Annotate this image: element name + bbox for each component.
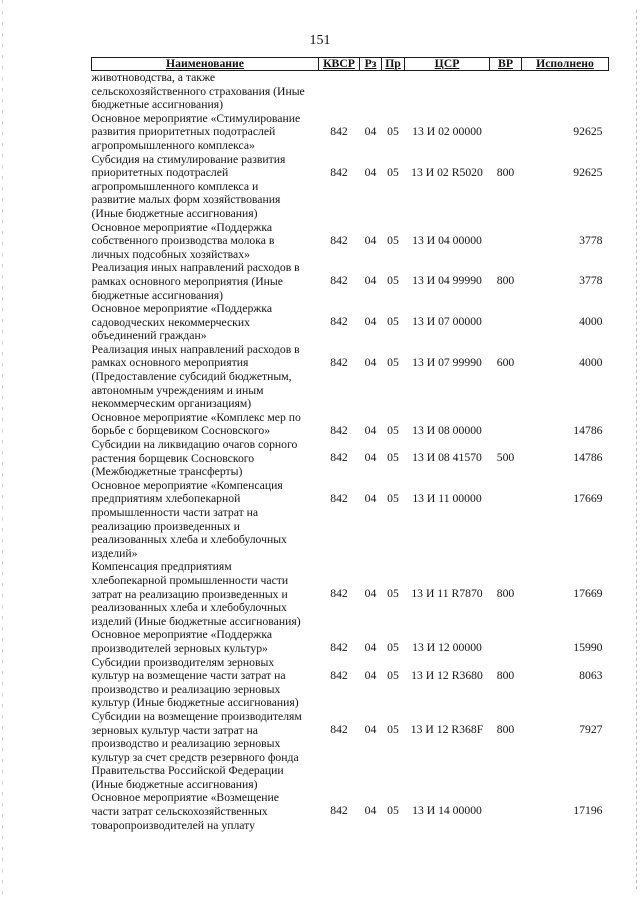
row-name-line: производителей зерновых культур»	[91, 641, 268, 655]
row-vr	[490, 411, 522, 438]
row-name-line: Компенсация предприятиям	[91, 560, 232, 574]
row-name-line: садоводческих некоммерческих	[91, 315, 250, 329]
row-vr	[490, 628, 522, 655]
row-name-line: товаропроизводителей на уплату	[91, 818, 255, 832]
row-name-line: сельскохозяйственного страхования (Иные	[91, 84, 305, 98]
table-row	[92, 343, 609, 411]
header-name: Наименование	[92, 58, 319, 71]
row-pr: 05	[387, 233, 399, 247]
row-pr: 05	[387, 491, 399, 505]
row-kvsr: 842	[330, 491, 348, 505]
row-name-line: изделий (Иные бюджетные ассигнования)	[91, 614, 301, 628]
row-rz: 04	[364, 804, 377, 818]
row-name-line: Субсидии на возмещение производителям	[91, 709, 302, 723]
row-isp: 14786	[573, 451, 603, 465]
row-name-line: культур (Иные бюджетные ассигнования)	[91, 696, 299, 710]
header-vr: ВР	[490, 58, 522, 71]
row-name-line: изделий»	[91, 546, 138, 560]
row-pr: 05	[387, 668, 399, 682]
header-pr: Пр	[382, 58, 405, 71]
table-row	[92, 71, 609, 112]
row-isp: 17196	[573, 804, 603, 818]
row-name	[92, 71, 319, 112]
row-name-line: развития приоритетных подотраслей	[91, 125, 276, 139]
budget-table	[91, 57, 609, 832]
row-name-line: Субсидии на ликвидацию очагов сорного	[91, 438, 298, 452]
row-pr: 05	[387, 274, 399, 288]
row-isp: 4000	[579, 315, 603, 329]
row-rz: 04	[364, 423, 377, 437]
row-isp	[522, 71, 609, 112]
row-name	[92, 560, 319, 628]
row-isp: 4000	[579, 355, 603, 369]
row-vr: 800	[496, 165, 515, 179]
row-csr: 13 И 12 R3680	[411, 668, 483, 682]
row-kvsr: 842	[330, 355, 348, 369]
row-isp: 92625	[573, 165, 603, 179]
header-rz: Рз	[360, 58, 382, 71]
table-row	[92, 438, 609, 479]
table-row	[92, 221, 609, 262]
row-name-line: части затрат сельскохозяйственных	[91, 805, 268, 819]
row-vr	[490, 302, 522, 343]
row-rz: 04	[364, 587, 377, 601]
row-rz: 04	[364, 451, 377, 465]
row-rz: 04	[364, 165, 377, 179]
row-rz	[360, 71, 382, 112]
row-name-line: борьбе с борщевиком Сосновского»	[91, 424, 271, 438]
row-name-line: (Иные бюджетные ассигнования)	[91, 206, 258, 220]
row-kvsr: 842	[330, 274, 348, 288]
row-csr: 13 И 12 R368F	[410, 722, 484, 736]
table-row	[92, 153, 609, 221]
row-name-line: зерновых культур части затрат на	[91, 723, 258, 737]
row-rz: 04	[364, 668, 377, 682]
table-row	[92, 112, 609, 153]
row-kvsr: 842	[330, 233, 348, 247]
row-pr: 05	[387, 641, 399, 655]
row-name-line: производство и реализацию зерновых	[91, 682, 281, 696]
row-rz: 04	[364, 315, 377, 329]
row-name-line: предприятиям хлебопекарной	[91, 492, 241, 506]
row-name-line: Субсидии производителям зерновых	[91, 655, 275, 669]
row-pr: 05	[387, 355, 399, 369]
header-csr: ЦСР	[405, 58, 490, 71]
row-name-line: личных подсобных хозяйствах»	[91, 247, 250, 261]
row-vr: 800	[496, 587, 515, 601]
row-kvsr: 842	[330, 641, 348, 655]
row-name-line: реализованных хлеба и хлебобулочных	[91, 601, 287, 615]
row-isp: 92625	[573, 124, 603, 138]
row-name-line: приоритетных подотраслей	[91, 166, 229, 180]
row-name-line: затрат на реализацию произведенных и	[91, 587, 288, 601]
row-name-line: Правительства Российской Федерации	[91, 764, 284, 778]
table-row	[92, 479, 609, 561]
row-name-line: Основное мероприятие «Поддержка	[91, 302, 273, 316]
row-name-line: (Предоставление субсидий бюджетным,	[91, 370, 292, 384]
row-name-line: объединений граждан»	[91, 329, 207, 343]
row-rz: 04	[364, 641, 377, 655]
row-isp: 17669	[573, 587, 603, 601]
row-vr	[490, 112, 522, 153]
row-name-line: культур за счет средств резервного фонда	[91, 750, 299, 764]
row-name-line: Основное мероприятие «Компенсация	[91, 478, 283, 492]
row-name	[92, 221, 319, 262]
row-name-line: рамках основного мероприятия (Иные	[91, 274, 283, 288]
row-name-line: Реализация иных направлений расходов в	[91, 342, 300, 356]
row-csr: 13 И 07 00000	[412, 315, 482, 329]
row-csr	[405, 71, 490, 112]
row-kvsr: 842	[330, 315, 348, 329]
row-vr: 800	[496, 668, 515, 682]
row-kvsr: 842	[330, 423, 348, 437]
row-pr: 05	[387, 165, 399, 179]
row-vr	[490, 221, 522, 262]
row-name	[92, 710, 319, 792]
row-name-line: Основное мероприятие «Поддержка	[91, 220, 273, 234]
row-name	[92, 656, 319, 710]
row-name-line: развитие малых форм хозяйствования	[91, 193, 281, 207]
table-header	[92, 58, 609, 71]
table-row	[92, 628, 609, 655]
row-csr: 13 И 14 00000	[412, 804, 482, 818]
row-name-line: реализацию произведенных и	[91, 519, 240, 533]
row-pr: 05	[387, 124, 399, 138]
row-name-line: Основное мероприятие «Стимулирование	[91, 111, 301, 125]
table-row	[92, 411, 609, 438]
row-kvsr: 842	[330, 451, 348, 465]
row-name	[92, 628, 319, 655]
row-name-line: бюджетные ассигнования)	[91, 288, 224, 302]
row-name-line: Основное мероприятие «Возмещение	[91, 791, 279, 805]
row-name-line: (Иные бюджетные ассигнования)	[91, 777, 258, 791]
row-kvsr: 842	[330, 668, 348, 682]
row-name-line: Основное мероприятие «Поддержка	[91, 628, 273, 642]
row-pr: 05	[387, 423, 399, 437]
row-csr: 13 И 07 99990	[412, 355, 482, 369]
row-csr: 13 И 04 00000	[412, 233, 482, 247]
row-kvsr: 842	[330, 722, 348, 736]
row-csr: 13 И 02 00000	[412, 124, 482, 138]
row-name-line: культур на возмещение части затрат на	[91, 669, 286, 683]
table-row	[92, 560, 609, 628]
row-name-line: хлебопекарной промышленности части	[91, 573, 289, 587]
row-name-line: производство и реализацию зерновых	[91, 737, 281, 751]
row-isp: 14786	[573, 423, 603, 437]
row-name	[92, 112, 319, 153]
row-name-line: агропромышленного комплекса и	[91, 179, 259, 193]
page-number: 151	[309, 33, 331, 48]
row-name	[92, 438, 319, 479]
row-name	[92, 302, 319, 343]
row-name-line: некоммерческим организациям)	[91, 397, 252, 411]
header-isp: Исполнено	[522, 58, 609, 71]
row-name-line: Реализация иных направлений расходов в	[91, 261, 300, 275]
row-isp: 3778	[579, 233, 603, 247]
header-kvsr: КВСР	[319, 58, 360, 71]
row-name-line: реализованных хлеба и хлебобулочных	[91, 533, 287, 547]
scan-right-edge	[636, 10, 637, 889]
row-csr: 13 И 02 R5020	[411, 165, 483, 179]
table-row	[92, 302, 609, 343]
row-kvsr	[319, 71, 360, 112]
row-kvsr: 842	[330, 165, 348, 179]
row-name-line: растения борщевик Сосновского	[91, 451, 255, 465]
row-name-line: Субсидия на стимулирование развития	[91, 152, 286, 166]
row-vr: 800	[496, 722, 515, 736]
row-isp: 17669	[573, 491, 603, 505]
row-name	[92, 343, 319, 411]
row-isp: 8063	[579, 668, 603, 682]
scan-left-edge	[2, 0, 3, 899]
row-csr: 13 И 12 00000	[412, 641, 482, 655]
row-vr	[490, 479, 522, 561]
row-rz: 04	[364, 233, 377, 247]
row-name-line: рамках основного мероприятия	[91, 356, 249, 370]
row-rz: 04	[364, 274, 377, 288]
row-pr: 05	[387, 804, 399, 818]
row-csr: 13 И 08 00000	[412, 423, 482, 437]
row-pr: 05	[387, 722, 399, 736]
row-name	[92, 261, 319, 302]
row-vr	[490, 71, 522, 112]
row-kvsr: 842	[330, 587, 348, 601]
table-row	[92, 791, 609, 832]
row-csr: 13 И 11 00000	[412, 491, 482, 505]
table-body	[92, 71, 609, 833]
row-rz: 04	[364, 355, 377, 369]
row-pr: 05	[387, 315, 399, 329]
row-name	[92, 153, 319, 221]
row-name-line: собственного производства молока в	[91, 234, 275, 248]
row-name	[92, 791, 319, 832]
row-name-line: (Межбюджетные трансферты)	[91, 465, 243, 479]
row-name-line: Основное мероприятие «Комплекс мер по	[91, 410, 301, 424]
row-isp: 15990	[573, 641, 603, 655]
table-row	[92, 710, 609, 792]
row-csr: 13 И 08 41570	[412, 451, 482, 465]
row-pr	[382, 71, 405, 112]
row-isp: 3778	[579, 274, 603, 288]
table-row	[92, 656, 609, 710]
row-pr: 05	[387, 587, 399, 601]
row-kvsr: 842	[330, 804, 348, 818]
row-vr: 800	[496, 274, 515, 288]
row-kvsr: 842	[330, 124, 348, 138]
row-name	[92, 411, 319, 438]
row-name-line: агропромышленного комплекса»	[91, 138, 255, 152]
row-name-line: бюджетные ассигнования)	[91, 98, 224, 112]
row-rz: 04	[364, 124, 377, 138]
row-csr: 13 И 11 R7870	[411, 587, 483, 601]
row-name	[92, 479, 319, 561]
row-pr: 05	[387, 451, 399, 465]
row-name-line: автономным учреждениям и иным	[91, 383, 264, 397]
table-row	[92, 261, 609, 302]
row-name-line: животноводства, а также	[91, 71, 216, 84]
row-name-line: промышленности части затрат на	[91, 506, 259, 519]
row-rz: 04	[364, 491, 377, 505]
row-isp: 7927	[579, 722, 603, 736]
row-vr: 500	[496, 451, 515, 465]
row-rz: 04	[364, 722, 377, 736]
row-vr	[490, 791, 522, 832]
row-vr: 600	[496, 355, 515, 369]
row-csr: 13 И 04 99990	[412, 274, 482, 288]
